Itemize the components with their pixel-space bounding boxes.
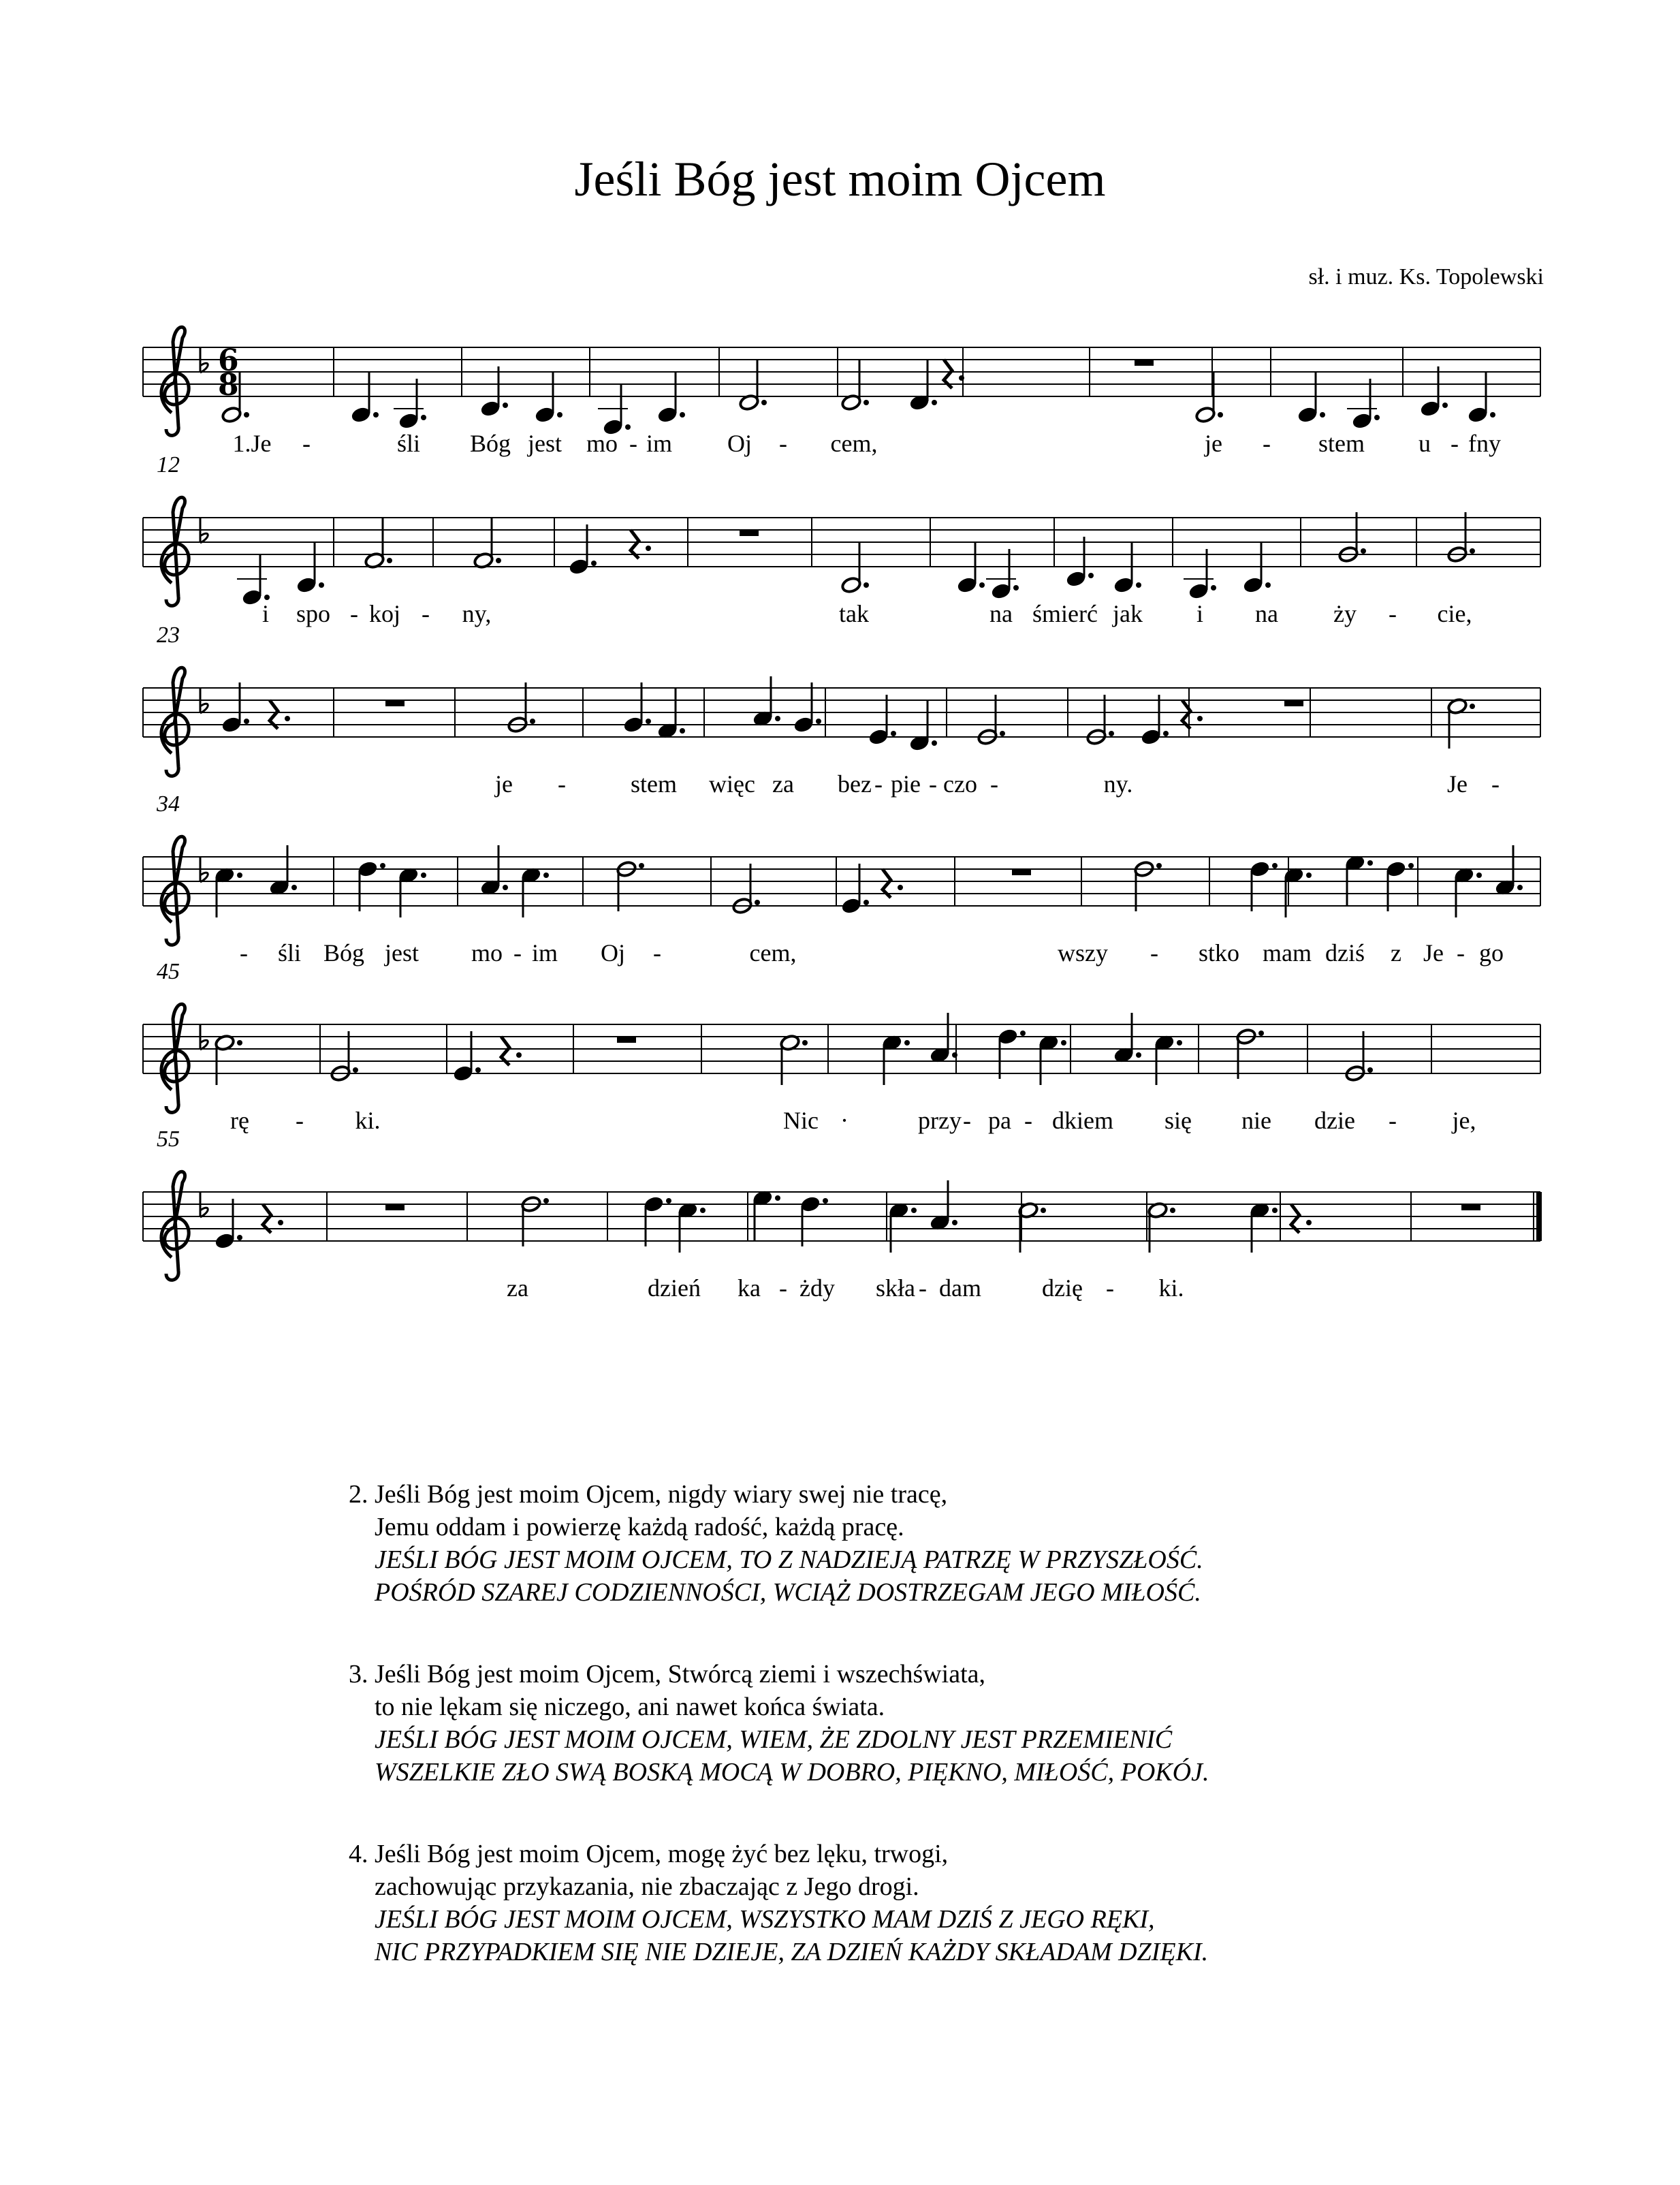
note-dot [503, 885, 508, 890]
verse-text: Jeśli Bóg jest moim Ojcem, nigdy wiary swej nie tracę, [375, 1480, 948, 1509]
note-dot [1163, 731, 1169, 736]
rest-dot [516, 1052, 522, 1058]
lyric-syllable: - [302, 430, 311, 457]
lyric-syllable: czo [943, 770, 977, 798]
verse-2 [349, 1478, 1209, 1609]
lyric-syllable: rę [230, 1107, 249, 1134]
verse-text: Jeśli Bóg jest moim Ojcem, mogę żyć bez lęku, trwogi, [375, 1840, 949, 1868]
lyric-syllable: Nic [783, 1107, 819, 1134]
lyric-syllable: dzie [1314, 1107, 1355, 1134]
staff-svg-4 [0, 830, 1680, 1007]
staff-system-1 [0, 320, 1680, 497]
lyric-syllable: cem, [830, 430, 878, 457]
note-dot [680, 412, 685, 418]
note-dot [700, 1208, 706, 1213]
lyric-syllable: - [963, 1107, 971, 1134]
note-dot [1306, 873, 1312, 878]
lyric-syllable: mo [586, 430, 618, 457]
lyric-syllable: koj [368, 600, 401, 627]
lyric-syllable: - [296, 1107, 304, 1134]
note-dot [639, 863, 644, 868]
verse-number: 3. [349, 1660, 368, 1688]
refrain-line: NIC PRZYPADKIEM SIĘ NIE DZIEJE, ZA DZIEŃ KAŻDY SKŁADAM DZIĘKI. [375, 1938, 1209, 1966]
lyric-syllable: nie [1241, 1107, 1271, 1134]
note-dot [1265, 582, 1271, 588]
note-dot [1041, 1208, 1046, 1213]
note-dot [1258, 1031, 1264, 1036]
lyric-syllable: - [653, 939, 661, 966]
lyric-syllable: mo [471, 939, 503, 966]
staff-svg-6 [0, 1165, 1680, 1342]
note-dot [543, 1198, 549, 1204]
lyric-syllable: - [1389, 1107, 1397, 1134]
lyric-syllable: stem [1318, 430, 1365, 457]
note-dot [1320, 412, 1325, 418]
note-dot [1170, 1208, 1175, 1213]
lyric-syllable: · [840, 1107, 849, 1134]
note-dot [1088, 573, 1094, 578]
lyric-syllable: - [779, 1274, 787, 1302]
lyric-syllable: jak [1113, 600, 1143, 627]
lyric-syllable: ny, [462, 600, 492, 627]
note-dot [1109, 731, 1114, 736]
rest-dot [898, 885, 903, 890]
note-dot [666, 1198, 671, 1204]
lyric-syllable: im [531, 939, 558, 966]
lyric-syllable: z [1391, 939, 1401, 966]
rest-dot [1306, 1220, 1312, 1225]
lyric-syllable: je, [1452, 1107, 1476, 1134]
lyric-syllable: u [1419, 430, 1431, 457]
verse-line [349, 1838, 1209, 1870]
refrain-line: JEŚLI BÓG JEST MOIM OJCEM, WSZYSTKO MAM DZIŚ Z JEGO RĘKI, [375, 1905, 1155, 1934]
measure-number: 45 [157, 959, 180, 984]
whole-rest-icon [740, 530, 759, 536]
lyric-syllable: śmierć [1032, 600, 1098, 627]
note-dot [823, 1198, 828, 1204]
lyric-syllable: ży [1333, 600, 1357, 627]
lyric-syllable: i [1196, 600, 1204, 627]
lyric-syllable: fny [1468, 430, 1501, 457]
note-dot [979, 582, 985, 588]
verse-line [349, 1478, 1209, 1511]
treble-clef-icon [161, 327, 189, 435]
note-dot [237, 873, 242, 878]
lyric-syllable: na [1255, 600, 1278, 627]
lyric-syllable: pie [891, 770, 921, 798]
lyric-syllable: żdy [799, 1274, 835, 1302]
note-dot [475, 1067, 481, 1073]
note-dot [863, 900, 869, 905]
note-dot [1211, 585, 1216, 591]
lyric-syllable: stem [631, 770, 677, 798]
staff-system-5 [0, 959, 1680, 1174]
note-dot [775, 716, 780, 721]
note-dot [1374, 415, 1380, 420]
note-dot [543, 873, 549, 878]
refrain-line: JEŚLI BÓG JEST MOIM OJCEM, WIEM, ŻE ZDOLNY JEST PRZEMIENIĆ [375, 1725, 1173, 1754]
lyric-syllable: pa [988, 1107, 1011, 1134]
note-dot [761, 400, 767, 405]
lyric-syllable: - [990, 770, 998, 798]
note-dot [1470, 548, 1475, 554]
note-dot [1470, 704, 1475, 709]
lyric-syllable: - [240, 939, 248, 966]
lyric-syllable: - [629, 430, 637, 457]
staff-system-3 [0, 623, 1680, 838]
whole-rest-icon [385, 700, 405, 706]
lyric-syllable: - [1457, 939, 1465, 966]
lyric-syllable: dzię [1042, 1274, 1083, 1302]
treble-clef-icon [161, 836, 189, 945]
measure-number: 34 [157, 791, 180, 817]
measure-number: 23 [157, 623, 180, 648]
whole-rest-icon [385, 1204, 405, 1210]
note-dot [891, 731, 896, 736]
verse-line: Jemu oddam i powierzę każdą radość, każdą pracę. [375, 1513, 904, 1541]
verse-3 [349, 1658, 1209, 1789]
staff-svg-3 [0, 661, 1680, 838]
lyric-syllable: - [1389, 600, 1397, 627]
lyric-syllable: mam [1263, 939, 1312, 966]
note-dot [932, 740, 937, 746]
note-dot [237, 1040, 242, 1046]
note-dot [319, 582, 324, 588]
lyric-syllable: - [874, 770, 883, 798]
lyric-syllable: - [1024, 1107, 1032, 1134]
measure-number: 55 [157, 1127, 180, 1152]
note-dot [1272, 863, 1278, 868]
note-dot [1442, 403, 1448, 408]
verse-text: Jeśli Bóg jest moim Ojcem, Stwórcą ziemi i wszechświata, [375, 1660, 986, 1688]
note-dot [421, 415, 426, 420]
note-dot [421, 873, 426, 878]
whole-rest-icon [1012, 869, 1031, 875]
note-dot [646, 719, 651, 724]
refrain-line: POŚRÓD SZAREJ CODZIENNOŚCI, WCIĄŻ DOSTRZEGAM JEGO MIŁOŚĆ. [375, 1578, 1201, 1607]
time-signature-top: 6 [218, 343, 239, 378]
lyric-syllable: za [772, 770, 794, 798]
note-dot [904, 1040, 910, 1046]
measure-number: 12 [157, 452, 180, 477]
rest-dot [1197, 716, 1203, 721]
note-dot [1218, 412, 1223, 418]
note-dot [244, 412, 249, 418]
lyric-syllable: - [350, 600, 358, 627]
lyric-syllable: cie, [1437, 600, 1472, 627]
note-dot [1476, 873, 1482, 878]
lyric-syllable: ny. [1103, 770, 1133, 798]
lyric-syllable: spo [296, 600, 331, 627]
note-dot [1061, 1040, 1066, 1046]
note-dot [932, 400, 937, 405]
time-signature-bottom: 8 [218, 368, 239, 403]
lyric-syllable: Oj [727, 430, 752, 457]
lyric-syllable: ka [738, 1274, 761, 1302]
note-dot [530, 719, 535, 724]
whole-rest-icon [617, 1037, 636, 1043]
lyric-syllable: Je [1447, 770, 1468, 798]
lyric-syllable: jest [385, 939, 419, 966]
lyric-syllable: Oj [601, 939, 625, 966]
verse-line: zachowując przykazania, nie zbaczając z Jego drogi. [375, 1872, 919, 1901]
lyric-syllable: - [513, 939, 522, 966]
lyric-syllable: za [507, 1274, 528, 1302]
rest-dot [646, 546, 651, 551]
note-dot [1020, 1031, 1026, 1036]
note-dot [291, 885, 297, 890]
lyric-syllable: ki. [1158, 1274, 1184, 1302]
note-dot [591, 561, 597, 566]
lyric-syllable: - [422, 600, 430, 627]
rest-dot [285, 716, 290, 721]
lyric-syllable: 1.Je [232, 430, 272, 457]
note-dot [680, 728, 685, 734]
note-dot [1177, 1040, 1182, 1046]
note-dot [952, 1052, 957, 1058]
note-dot [802, 1040, 808, 1046]
note-dot [1000, 731, 1005, 736]
verse-number: 2. [349, 1480, 368, 1509]
note-dot [373, 412, 379, 418]
note-dot [503, 403, 508, 408]
lyric-syllable: - [929, 770, 937, 798]
note-dot [244, 719, 249, 724]
lyric-syllable: dziś [1325, 939, 1365, 966]
lyric-syllable: dkiem [1052, 1107, 1113, 1134]
lyric-syllable: - [779, 430, 787, 457]
note-dot [1408, 863, 1414, 868]
note-dot [387, 558, 392, 563]
note-dot [775, 1195, 780, 1201]
treble-clef-icon [161, 1004, 189, 1112]
refrain-line: JEŚLI BÓG JEST MOIM OJCEM, TO Z NADZIEJĄ PATRZĘ W PRZYSZŁOŚĆ. [375, 1545, 1203, 1574]
staff-system-6 [0, 1127, 1680, 1342]
lyric-syllable: przy [918, 1107, 962, 1134]
note-dot [1272, 1208, 1278, 1213]
lyric-syllable: tak [839, 600, 869, 627]
lyric-syllable: - [1106, 1274, 1114, 1302]
lyric-syllable: jest [528, 430, 562, 457]
verse-line: to nie lękam się niczego, ani nawet końca świata. [375, 1693, 885, 1721]
note-dot [380, 863, 385, 868]
note-dot [1361, 548, 1366, 554]
verse-number: 4. [349, 1840, 368, 1868]
whole-rest-icon [1461, 1204, 1480, 1210]
staff-system-4 [0, 791, 1680, 1007]
lyric-syllable: i [261, 600, 270, 627]
lyric-syllable: go [1479, 939, 1504, 966]
note-dot [911, 1208, 917, 1213]
whole-rest-icon [1135, 360, 1154, 366]
lyric-syllable: - [1150, 939, 1158, 966]
lyric-syllable: je [1205, 430, 1222, 457]
note-dot [863, 582, 869, 588]
treble-clef-icon [161, 497, 189, 606]
note-dot [952, 1220, 957, 1225]
lyric-syllable: - [1263, 430, 1271, 457]
lyric-syllable: je [495, 770, 513, 798]
lyric-syllable: im [646, 430, 673, 457]
note-dot [1490, 412, 1495, 418]
whole-rest-icon [1284, 700, 1303, 706]
note-dot [1136, 1052, 1141, 1058]
verses-block [349, 1478, 1209, 2017]
lyric-syllable: - [558, 770, 566, 798]
lyric-syllable: śli [277, 939, 302, 966]
note-dot [1367, 1067, 1373, 1073]
note-dot [1517, 885, 1523, 890]
lyric-syllable: na [989, 600, 1013, 627]
rest-dot [278, 1220, 283, 1225]
lyric-syllable: skła [876, 1274, 915, 1302]
note-dot [1136, 582, 1141, 588]
song-credit: sł. i muz. Ks. Topolewski [1308, 264, 1544, 289]
lyric-syllable: Bóg [323, 939, 365, 966]
lyric-syllable: stko [1198, 939, 1240, 966]
note-dot [237, 1235, 242, 1240]
note-dot [1367, 860, 1373, 866]
note-dot [755, 900, 760, 905]
lyric-syllable: - [1451, 430, 1459, 457]
lyric-syllable: śli [396, 430, 421, 457]
lyric-syllable: - [1491, 770, 1500, 798]
note-dot [863, 400, 869, 405]
lyric-syllable: dzień [648, 1274, 701, 1302]
note-dot [557, 412, 562, 418]
lyric-syllable: dam [939, 1274, 981, 1302]
lyric-syllable: się [1164, 1107, 1192, 1134]
note-dot [1156, 863, 1162, 868]
lyric-syllable: Bóg [469, 430, 511, 457]
staff-svg-1 [0, 320, 1680, 497]
note-dot [496, 558, 501, 563]
verse-line [349, 1658, 1209, 1691]
note-dot [353, 1067, 358, 1073]
verse-4 [349, 1838, 1209, 1968]
refrain-line: WSZELKIE ZŁO SWĄ BOSKĄ MOCĄ W DOBRO, PIĘKNO, MIŁOŚĆ, POKÓJ. [375, 1758, 1209, 1787]
note-dot [816, 719, 821, 724]
treble-clef-icon [161, 667, 189, 776]
lyric-syllable: ki. [355, 1107, 381, 1134]
lyric-syllable: cem, [749, 939, 797, 966]
song-title: Jeśli Bóg jest moim Ojcem [574, 152, 1106, 206]
lyric-syllable: Je [1423, 939, 1444, 966]
note-dot [1013, 585, 1019, 591]
rest-dot [959, 375, 964, 381]
lyric-syllable: wszy [1058, 939, 1108, 966]
staff-svg-5 [0, 997, 1680, 1174]
staff-system-2 [0, 452, 1680, 667]
lyric-syllable: więc [709, 770, 755, 798]
lyric-syllable: - [919, 1274, 927, 1302]
lyric-syllable: bez [838, 770, 872, 798]
staff-svg-2 [0, 490, 1680, 667]
treble-clef-icon [161, 1172, 189, 1280]
